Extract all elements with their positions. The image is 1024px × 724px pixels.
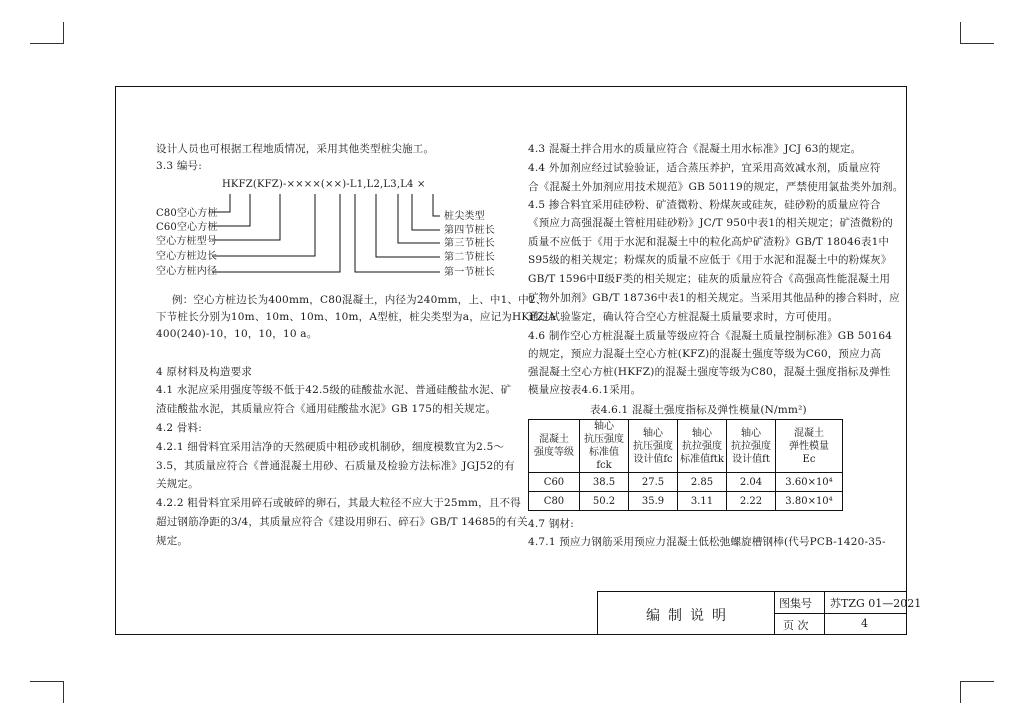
crop-mark — [63, 681, 64, 703]
p45-line-2: 《预应力高强混凝土管桩用硅砂粉》JC/T 950中表1的相关规定；矿渣微粉的 — [528, 217, 893, 229]
atlas-number-value: 苏TZG 01—2021 — [830, 597, 922, 610]
p45-line-5: GB/T 1596中Ⅱ级F类的相关规定；硅灰的质量应符合《高强高性能混凝土用 — [528, 273, 891, 285]
th-ec: 混凝土 弹性模量 Ec — [776, 420, 843, 473]
table-title: 表4.6.1 混凝土强度指标及弹性模量(N/mm²) — [590, 404, 807, 416]
p46-line-1: 4.6 制作空心方桩混凝土质量等级应符合《混凝土质量控制标准》GB 50164 — [528, 330, 893, 342]
p46-line-3: 强混凝土空心方桩(HKFZ)的混凝土强度等级为C80，混凝土强度指标及弹性 — [528, 366, 891, 378]
p45-line-7: 通过试验鉴定，确认符合空心方桩混凝土质量要求时，方可使用。 — [528, 311, 839, 323]
table-cell: 3.80×10⁴ — [776, 492, 843, 511]
p45-line-6: 矿物外加剂》GB/T 18736中表1的相关规定。当采用其他品种的掺合料时，应 — [528, 292, 900, 304]
label-4th-length: 第四节桩长 — [444, 225, 495, 236]
p422-line-1: 4.2.2 粗骨料宜采用碎石或破碎的卵石，其最大粒径不应大于25mm，且不得 — [156, 497, 521, 509]
example-line-2: 下节桩长分别为10m、10m、10m、10m，A型桩，桩尖类型为a，应记为HKFZ-A — [156, 311, 556, 323]
label-2nd-length: 第二节桩长 — [444, 252, 495, 263]
section-3-3: 3.3 编号: — [156, 160, 202, 172]
page-label: 页 次 — [783, 619, 809, 632]
table-row — [529, 473, 843, 492]
label-inner-diameter: 空心方桩内径 — [156, 266, 218, 277]
table-cell: 3.60×10⁴ — [776, 473, 843, 492]
p421-line-3: 关规定。 — [156, 478, 199, 490]
p46-line-2: 的规定，预应力混凝土空心方桩(KFZ)的混凝土强度等级为C60，预应力高 — [528, 348, 882, 360]
crop-mark — [63, 22, 64, 44]
p41-line-2: 渣硅酸盐水泥，其质量应符合《通用硅酸盐水泥》GB 175的相关规定。 — [156, 403, 497, 415]
table-cell: 3.11 — [678, 492, 727, 511]
section-4-heading: 4 原材料及构造要求 — [156, 366, 253, 378]
table-cell: 2.04 — [727, 473, 776, 492]
table-cell: 35.9 — [629, 492, 678, 511]
p471: 4.7.1 预应力钢筋采用预应力混凝土低松弛螺旋槽钢棒(代号PCB-1420-35- — [528, 536, 886, 548]
p41-line-1: 4.1 水泥应采用强度等级不低于42.5级的硅酸盐水泥、普通硅酸盐水泥、矿 — [156, 384, 512, 396]
table-cell: C60 — [529, 473, 580, 492]
table-cell: 2.22 — [727, 492, 776, 511]
crop-mark — [30, 43, 64, 44]
numbering-code: HKFZ(KFZ)-××××(××)-L1,L2,L3,L4 × — [222, 179, 426, 190]
crop-mark — [30, 681, 64, 682]
crop-mark — [960, 681, 961, 703]
intro-line: 设计人员也可根据工程地质情况，采用其他类型桩尖施工。 — [156, 143, 435, 155]
title-block-title: 编制说明 — [646, 608, 734, 624]
title-block — [597, 591, 922, 635]
label-1st-length: 第一节桩长 — [444, 267, 495, 278]
p422-line-3: 规定。 — [156, 535, 189, 547]
label-tip-type: 桩尖类型 — [444, 211, 485, 222]
p45-line-1: 4.5 掺合料宜采用硅砂粉、矿渣微粉、粉煤灰或硅灰，硅砂粉的质量应符合 — [528, 199, 881, 211]
page-number: 4 — [861, 617, 868, 630]
p45-line-4: S95级的相关规定；粉煤灰的质量不应低于《用于水泥和混凝土中的粉煤灰》 — [528, 254, 892, 266]
table-cell: 38.5 — [580, 473, 629, 492]
p45-line-3: 质量不应低于《用于水泥和混凝土中的粒化高炉矿渣粉》GB/T 18046表1中 — [528, 236, 890, 248]
label-model: 空心方桩型号 — [156, 236, 218, 247]
th-ftk: 轴心 抗拉强度 标准值ftk — [678, 420, 727, 473]
p421-line-1: 4.2.1 细骨料宜采用洁净的天然硬质中粗砂或机制砂，细度模数宜为2.5～ — [156, 441, 505, 453]
p422-line-2: 超过钢筋净距的3/4，其质量应符合《建设用卵石、碎石》GB/T 14685的有关 — [156, 516, 528, 528]
p46-line-4: 模量应按表4.6.1采用。 — [528, 384, 642, 396]
p42: 4.2 骨料: — [156, 422, 202, 434]
p44-line-1: 4.4 外加剂应经过试验验证，适合蒸压养护，宜采用高效减水剂，质量应符 — [528, 162, 881, 174]
label-3rd-length: 第三节桩长 — [444, 238, 495, 249]
table-cell: 27.5 — [629, 473, 678, 492]
crop-mark — [960, 22, 961, 44]
label-c60: C60空心方桩 — [156, 222, 218, 233]
th-grade: 混凝土 强度等级 — [529, 420, 580, 473]
table-cell: 50.2 — [580, 492, 629, 511]
example-line-1: 例：空心方桩边长为400mm，C80混凝土，内径为240mm，上、中1、中2、 — [172, 294, 547, 306]
p44-line-2: 合《混凝土外加剂应用技术规范》GB 50119的规定，严禁使用氯盐类外加剂。 — [528, 181, 904, 193]
crop-mark — [960, 43, 994, 44]
th-fc: 轴心 抗压强度 设计值fc — [629, 420, 678, 473]
atlas-number-label: 图集号 — [779, 597, 812, 610]
table-cell: C80 — [529, 492, 580, 511]
table-row — [529, 492, 843, 511]
p47: 4.7 钢材: — [528, 518, 574, 530]
strength-table — [528, 419, 843, 511]
label-side-length: 空心方桩边长 — [156, 251, 218, 262]
p43: 4.3 混凝土拌合用水的质量应符合《混凝土用水标准》JCJ 63的规定。 — [528, 143, 862, 155]
th-ft: 轴心 抗拉强度 设计值ft — [727, 420, 776, 473]
table-cell: 2.85 — [678, 473, 727, 492]
example-line-3: 400(240)-10，10，10，10 a。 — [156, 328, 318, 340]
label-c80: C80空心方桩 — [156, 208, 218, 219]
th-fck: 轴心 抗压强度 标准值fck — [580, 420, 629, 473]
crop-mark — [960, 681, 994, 682]
p421-line-2: 3.5，其质量应符合《普通混凝土用砂、石质量及检验方法标准》JGJ52的有 — [156, 460, 515, 472]
